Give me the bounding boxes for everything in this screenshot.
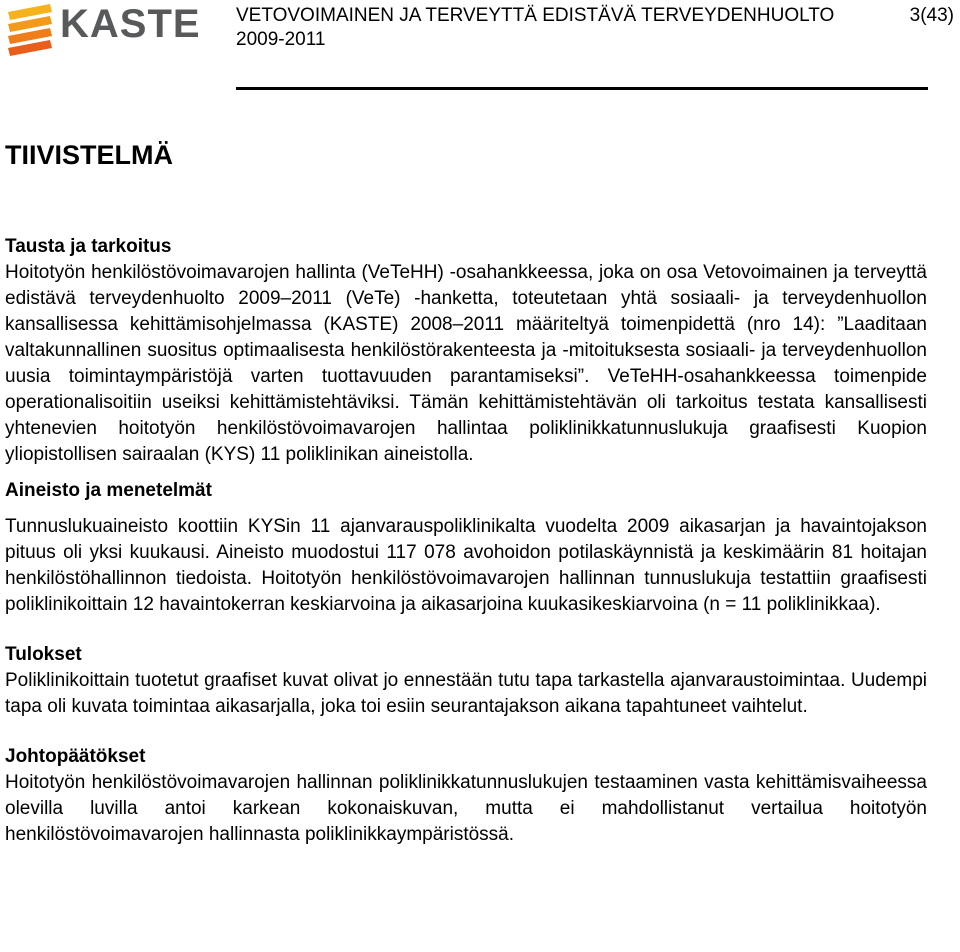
section-heading: Aineisto ja menetelmät <box>5 480 212 501</box>
section-paragraph: Poliklinikoittain tuotetut graafiset kuvat olivat jo ennestään tutu tapa tarkastella ajanvaraustoimintaa. Uudempi tapa oli kuvata toimintaa aikasarjalla, joka toi esiin seurantajakson aikana tapahtuneet vaihtelut. <box>5 670 927 717</box>
kaste-logo <box>4 2 204 62</box>
section-methods <box>5 478 927 618</box>
kaste-logo-icon <box>4 2 58 62</box>
document-body <box>5 234 927 848</box>
page-number: 3(43) <box>909 5 954 26</box>
section-heading: Tausta ja tarkoitus <box>5 236 172 257</box>
section-background <box>5 234 927 468</box>
section-paragraph: Tunnuslukuaineisto koottiin KYSin 11 ajanvarauspoliklinikalta vuodelta 2009 aikasarjan ja havaintojakson pituus oli yksi kuukausi. Aineisto muodostui 117 078 avohoidon potilaskäynnistä ja keskimäärin 81 hoitajan henkilöstöhallinnon tiedoista. Hoitotyön henkilöstövoimavarojen hallinnan tunnuslukuja testattiin graafisesti poliklinikoittain 12 havaintokerran keskiarvoina ja aikasarjoina kuukasikeskiarvoina (n = 11 poliklinikkaa). <box>5 516 927 615</box>
header-years: 2009-2011 <box>236 29 326 50</box>
page-header <box>0 0 960 96</box>
page-title: TIIVISTELMÄ <box>5 140 173 170</box>
section-paragraph: Hoitotyön henkilöstövoimavarojen hallinnan poliklinikkatunnuslukujen testaaminen vasta kehittämisvaiheessa olevilla luvilla antoi karkean kokonaiskuvan, mutta ei mahdollistanut vertailua hoitotyön henkilöstövoimavarojen hallinnasta poliklinikkaympäristössä. <box>5 772 927 845</box>
section-heading: Tulokset <box>5 644 82 665</box>
header-divider <box>236 87 928 90</box>
section-heading: Johtopäätökset <box>5 746 146 767</box>
section-results <box>5 642 927 720</box>
section-conclusions <box>5 744 927 848</box>
header-title: VETOVOIMAINEN JA TERVEYTTÄ EDISTÄVÄ TERVEYDENHUOLTO <box>236 5 835 26</box>
section-paragraph: Hoitotyön henkilöstövoimavarojen hallinta (VeTeHH) -osahankkeessa, joka on osa Vetovoimainen ja terveyttä edistävä terveydenhuolto 2009–2011 (VeTe) -hanketta, toteutetaan yhtä sosiaali- ja terveydenhuollon kansallisessa kehittämisohjelmassa (KASTE) 2008–2011 määriteltyä toimenpidettä (nro 14): ”Laaditaan valtakunnallinen suositus optimaalisesta henkilöstörakenteesta ja -mitoituksesta sosiaali- ja terveydenhuollon uusia toimintaympäristöjä varten tuottavuuden parantamiseksi”. VeTeHH-osahankkeessa toimenpide operationalisoitiin useiksi kehittämistehtäviksi. Tämän kehittämistehtävän oli tarkoitus testata kansallisesti yhtenevien hoitotyön henkilöstövoimavarojen hallintaa poliklinikkatunnuslukuja graafisesti Kuopion yliopistollisen sairaalan (KYS) 11 poliklinikan aineistolla. <box>5 262 927 465</box>
logo-wordmark: KASTE <box>60 2 201 46</box>
